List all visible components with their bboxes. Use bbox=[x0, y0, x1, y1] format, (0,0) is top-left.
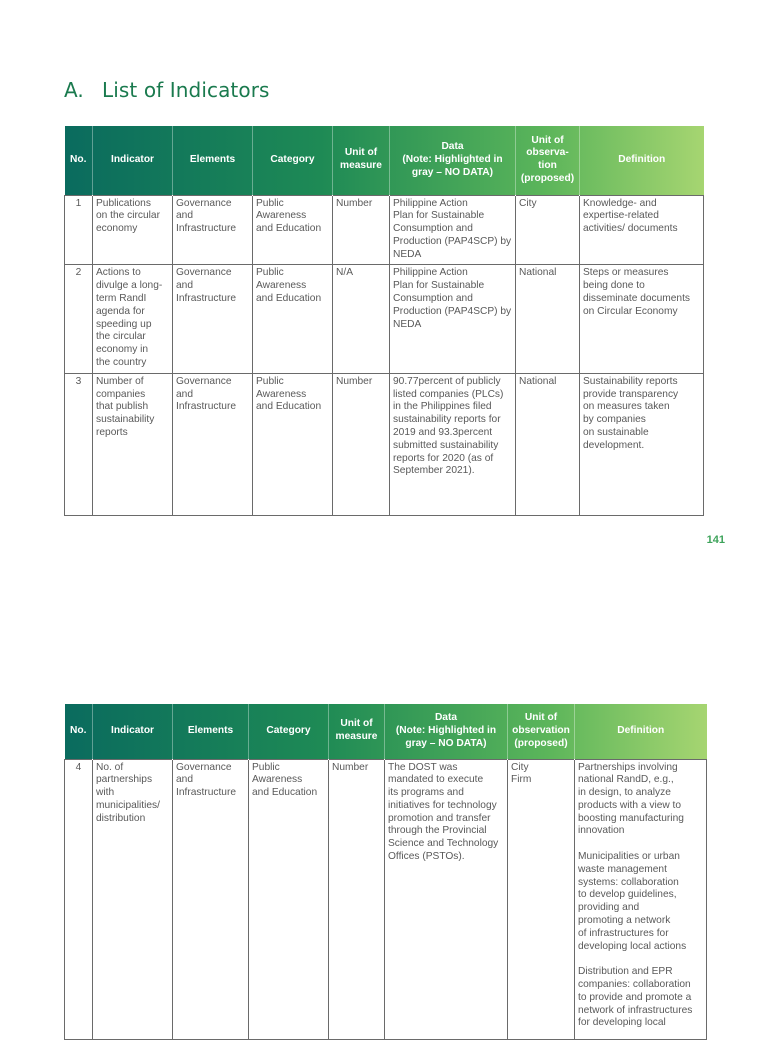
cell-no: 3 bbox=[65, 373, 93, 515]
cell-observation: National bbox=[516, 373, 580, 515]
cell-observation: National bbox=[516, 265, 580, 373]
header-observation: Unit of observa- tion (proposed) bbox=[516, 126, 580, 195]
cell-unit: Number bbox=[329, 759, 385, 1039]
cell-unit: N/A bbox=[333, 265, 390, 373]
page-number: 141 bbox=[706, 534, 725, 546]
cell-definition: Partnerships involving national RandD, e.g., in design, to analyze products with a view to boosting manufacturing innovation Municipalities or urban waste management systems: collaboration to develop guidelines, providing and promoting a network of infrastructures for developing local actions Distribution and EPR companies: collaboration to provide and promote a network of infrastructures for developing local bbox=[575, 759, 707, 1039]
table-header-row bbox=[65, 126, 704, 195]
cell-definition: Sustainability reports provide transparency on measures taken by companies on sustainable development. bbox=[580, 373, 704, 515]
header-data: Data (Note: Highlighted in gray – NO DATA) bbox=[385, 704, 508, 759]
cell-observation: City bbox=[516, 195, 580, 265]
cell-definition: Steps or measures being done to disseminate documents on Circular Economy bbox=[580, 265, 704, 373]
cell-no: 4 bbox=[65, 759, 93, 1039]
cell-indicator: Number of companies that publish sustainability reports bbox=[93, 373, 173, 515]
header-indicator: Indicator bbox=[93, 126, 173, 195]
cell-data: Philippine Action Plan for Sustainable Consumption and Production (PAP4SCP) by NEDA bbox=[390, 195, 516, 265]
cell-elements: Governance and Infrastructure bbox=[173, 759, 249, 1039]
header-unit: Unit of measure bbox=[333, 126, 390, 195]
cell-elements: Governance and Infrastructure bbox=[173, 373, 253, 515]
section-title: List of Indicators bbox=[102, 78, 270, 102]
header-no: No. bbox=[70, 724, 87, 736]
cell-indicator: Publications on the circular economy bbox=[93, 195, 173, 265]
indicators-table-continued bbox=[64, 704, 707, 1040]
table-row bbox=[65, 759, 707, 1039]
cell-indicator: Actions to divulge a long- term RandI agenda for speeding up the circular economy in the country bbox=[93, 265, 173, 373]
header-category: Category bbox=[253, 126, 333, 195]
header-no: No. bbox=[70, 153, 87, 165]
header-observation: Unit of observation (proposed) bbox=[508, 704, 575, 759]
cell-data: 90.77percent of publicly listed companies (PLCs) in the Philippines filed sustainability reports for 2019 and 93.3percent submitted sustainability reports for 2020 (as of September 2021). bbox=[390, 373, 516, 515]
table-header-row bbox=[65, 704, 707, 759]
table-row bbox=[65, 373, 704, 515]
cell-data: The DOST was mandated to execute its programs and initiatives for technology promotion and transfer through the Provincial Science and Technology Offices (PSTOs). bbox=[385, 759, 508, 1039]
cell-data: Philippine Action Plan for Sustainable Consumption and Production (PAP4SCP) by NEDA bbox=[390, 265, 516, 373]
header-definition: Definition bbox=[580, 126, 704, 195]
cell-observation: City Firm bbox=[508, 759, 575, 1039]
section-heading bbox=[64, 78, 270, 102]
table-row bbox=[65, 265, 704, 373]
header-category: Category bbox=[249, 704, 329, 759]
indicators-table-top bbox=[64, 126, 704, 516]
cell-indicator: No. of partnerships with municipalities/ distribution bbox=[93, 759, 173, 1039]
cell-category: Public Awareness and Education bbox=[253, 265, 333, 373]
cell-category: Public Awareness and Education bbox=[253, 373, 333, 515]
header-elements: Elements bbox=[173, 704, 249, 759]
cell-definition: Knowledge- and expertise-related activities/ documents bbox=[580, 195, 704, 265]
cell-elements: Governance and Infrastructure bbox=[173, 265, 253, 373]
cell-category: Public Awareness and Education bbox=[253, 195, 333, 265]
header-data: Data (Note: Highlighted in gray – NO DATA) bbox=[390, 126, 516, 195]
header-definition: Definition bbox=[575, 704, 707, 759]
cell-unit: Number bbox=[333, 373, 390, 515]
header-elements: Elements bbox=[173, 126, 253, 195]
table-row bbox=[65, 195, 704, 265]
header-unit: Unit of measure bbox=[329, 704, 385, 759]
cell-elements: Governance and Infrastructure bbox=[173, 195, 253, 265]
section-number: A. bbox=[64, 78, 84, 102]
cell-no: 2 bbox=[65, 265, 93, 373]
cell-unit: Number bbox=[333, 195, 390, 265]
cell-no: 1 bbox=[65, 195, 93, 265]
header-indicator: Indicator bbox=[93, 704, 173, 759]
cell-category: Public Awareness and Education bbox=[249, 759, 329, 1039]
